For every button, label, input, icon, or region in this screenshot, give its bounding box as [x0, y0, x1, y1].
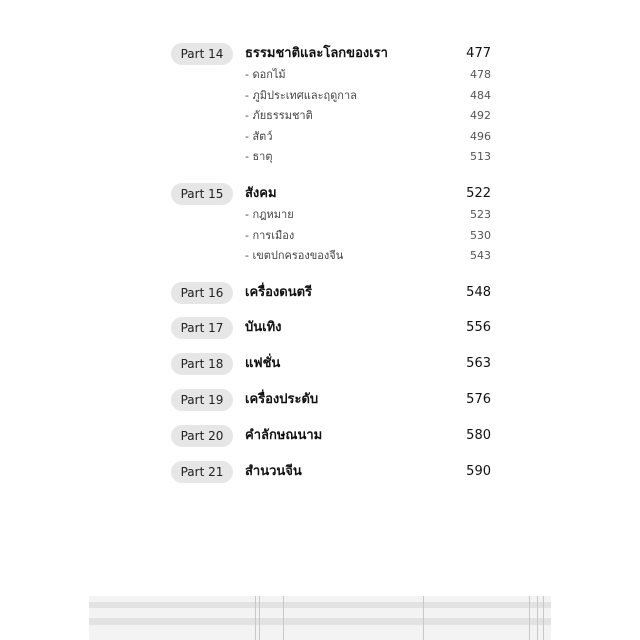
toc-subsection[interactable] [171, 205, 491, 226]
part-title: เครื่องดนตรี [245, 285, 313, 300]
toc-subsection[interactable] [171, 147, 491, 168]
part-label: Part 20 [171, 425, 233, 447]
toc-part-16 [171, 282, 491, 304]
toc-subsection[interactable] [171, 106, 491, 127]
subsection-page-number: 530 [470, 228, 491, 242]
part-label: Part 21 [171, 461, 233, 483]
toc-part-19 [171, 389, 491, 411]
toc-part-17 [171, 317, 491, 339]
toc-part-15 [171, 183, 491, 267]
part-title: สังคม [245, 186, 277, 201]
toc-part-row[interactable] [171, 389, 491, 411]
part-title: แฟชั่น [245, 356, 281, 371]
toc-part-row[interactable] [171, 43, 491, 65]
background-table-strip [89, 596, 551, 640]
subsection-title: - เขตปกครองของจีน [245, 249, 344, 262]
part-title: ธรรมชาติและโลกของเรา [245, 46, 388, 61]
part-page-number: 477 [466, 46, 491, 61]
toc-part-row[interactable] [171, 317, 491, 339]
toc-subsection[interactable] [171, 65, 491, 86]
part-page-number: 548 [466, 285, 491, 300]
subsection-page-number: 484 [470, 88, 491, 102]
subsection-page-number: 492 [470, 109, 491, 122]
subsection-title: - สัตว์ [245, 129, 273, 143]
part-label: Part 19 [171, 389, 233, 411]
toc-part-row[interactable] [171, 353, 491, 375]
toc-part-row[interactable] [171, 282, 491, 304]
strip-divider [537, 596, 538, 640]
subsection-page-number: 496 [470, 129, 491, 143]
subsection-title: - ธาตุ [245, 150, 273, 163]
subsection-page-number: 478 [470, 68, 491, 81]
strip-band [89, 602, 551, 608]
part-label: Part 14 [171, 43, 233, 65]
toc-part-row[interactable] [171, 183, 491, 205]
part-page-number: 576 [466, 392, 491, 407]
subsection-page-number: 513 [470, 150, 491, 163]
toc-part-20 [171, 425, 491, 447]
part-label: Part 17 [171, 317, 233, 339]
subsection-title: - ภูมิประเทศและฤดูกาล [245, 88, 357, 102]
strip-divider [283, 596, 284, 640]
part-label: Part 18 [171, 353, 233, 375]
part-page-number: 556 [466, 320, 491, 335]
part-page-number: 563 [466, 356, 491, 371]
toc-subsection[interactable] [171, 226, 491, 247]
toc-subsection[interactable] [171, 246, 491, 267]
subsection-title: - กฎหมาย [245, 208, 294, 221]
part-page-number: 522 [466, 186, 491, 201]
part-label: Part 15 [171, 183, 233, 205]
toc-part-row[interactable] [171, 461, 491, 483]
part-title: สำนวนจีน [245, 464, 302, 479]
strip-divider [255, 596, 256, 640]
subsection-title: - ดอกไม้ [245, 68, 286, 81]
toc-part-21 [171, 461, 491, 483]
toc-part-18 [171, 353, 491, 375]
toc-part-row[interactable] [171, 425, 491, 447]
subsection-page-number: 543 [470, 249, 491, 262]
strip-divider [259, 596, 260, 640]
toc-subsection[interactable] [171, 127, 491, 148]
subsection-page-number: 523 [470, 208, 491, 221]
strip-divider [543, 596, 544, 640]
part-title: บันเทิง [245, 320, 282, 335]
part-title: คำลักษณนาม [245, 428, 323, 443]
strip-divider [529, 596, 530, 640]
subsection-title: - การเมือง [245, 228, 295, 242]
strip-band [89, 618, 551, 625]
part-page-number: 590 [466, 464, 491, 479]
toc-subsection[interactable] [171, 86, 491, 107]
subsection-title: - ภัยธรรมชาติ [245, 109, 313, 122]
part-title: เครื่องประดับ [245, 392, 319, 407]
strip-divider [423, 596, 424, 640]
part-page-number: 580 [466, 428, 491, 443]
part-label: Part 16 [171, 282, 233, 304]
toc-part-14 [171, 43, 491, 168]
